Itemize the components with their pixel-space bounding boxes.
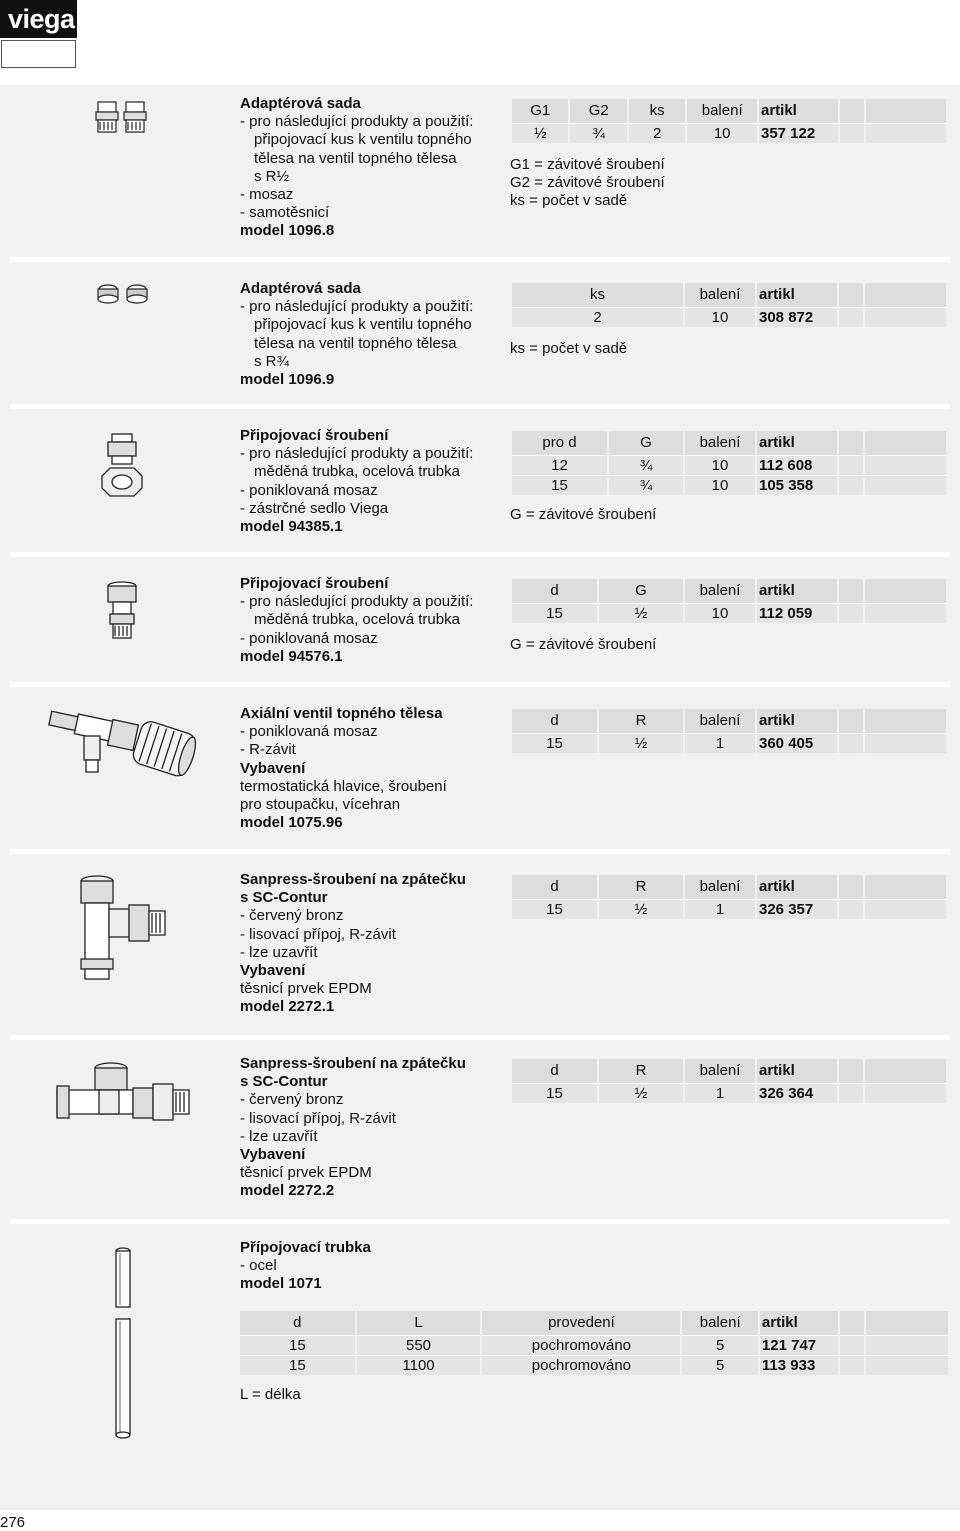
empty-cell xyxy=(865,431,946,455)
column-header: d xyxy=(512,875,597,899)
table-note: G2 = závitové šroubení xyxy=(510,174,665,192)
description-line: - poniklovaná mosaz xyxy=(240,723,378,741)
product-title: Axiální ventil topného tělesa xyxy=(240,705,443,722)
product-model: model 1096.9 xyxy=(240,371,335,389)
table-notes xyxy=(240,1386,301,1404)
table-cell: 15 xyxy=(512,733,597,753)
table-cell: 1 xyxy=(685,1083,755,1103)
product-title: Sanpress-šroubení na zpátečku xyxy=(240,1055,466,1072)
separator xyxy=(10,257,950,262)
empty-cell xyxy=(865,899,946,919)
article-number: 112 608 xyxy=(757,455,837,475)
column-header: balení xyxy=(685,579,755,603)
separator xyxy=(10,682,950,687)
column-header: artikl xyxy=(760,1311,838,1335)
column-header: artikl xyxy=(757,579,837,603)
equipment-line: těsnicí prvek EPDM xyxy=(240,1164,372,1182)
description-line: - poniklovaná mosaz xyxy=(240,481,378,499)
product-description xyxy=(240,1055,505,1201)
empty-cell xyxy=(865,603,946,623)
product-model: model 2272.2 xyxy=(240,1182,335,1200)
description-line: - lisovací přípoj, R-závit xyxy=(240,925,396,943)
column-header: d xyxy=(512,1059,597,1083)
table-cell: 10 xyxy=(687,123,757,143)
table-cell: pochromováno xyxy=(482,1355,680,1375)
empty-cell xyxy=(865,307,946,327)
column-header: d xyxy=(512,709,597,733)
table-cell: ½ xyxy=(599,733,683,753)
description-line: měděná trubka, ocelová trubka xyxy=(254,611,460,629)
empty-cell xyxy=(865,579,946,603)
column-header: balení xyxy=(685,709,755,733)
table-cell: ½ xyxy=(599,603,683,623)
column-header: ks xyxy=(512,283,683,307)
description-line: - mosaz xyxy=(240,186,294,204)
article-number: 113 933 xyxy=(760,1355,838,1375)
empty-cell xyxy=(866,123,946,143)
product-title: Připojovací šroubení xyxy=(240,575,389,592)
logo-box xyxy=(1,40,76,68)
column-header: artikl xyxy=(757,875,837,899)
column-header: G xyxy=(599,579,683,603)
column-header: pro d xyxy=(512,431,607,455)
empty-cell xyxy=(866,1355,948,1375)
empty-cell xyxy=(866,1311,948,1335)
compression-fitting-image xyxy=(104,580,140,647)
product-table xyxy=(510,1059,948,1103)
table-cell: pochromováno xyxy=(482,1335,680,1355)
description-line: - pro následující produkty a použití: xyxy=(240,298,474,316)
empty-cell xyxy=(865,709,946,733)
product-model: model 2272.1 xyxy=(240,998,335,1016)
separator xyxy=(10,849,950,854)
viega-logo: viega xyxy=(0,0,77,38)
product-title: Adaptérová sada xyxy=(240,280,361,297)
empty-cell xyxy=(839,455,863,475)
description-line: - poniklovaná mosaz xyxy=(240,629,378,647)
product-title: Sanpress-šroubení na zpátečku xyxy=(240,871,466,888)
table-note: G = závitové šroubení xyxy=(510,506,657,523)
article-number: 326 357 xyxy=(757,899,837,919)
product-model: model 1096.8 xyxy=(240,222,335,240)
product-description xyxy=(240,575,505,666)
column-header: balení xyxy=(682,1311,757,1335)
empty-cell xyxy=(839,431,863,455)
table-cell: 10 xyxy=(685,475,755,495)
table-notes xyxy=(510,506,656,524)
product-model: model 1071 xyxy=(240,1275,322,1293)
description-line: - pro následující produkty a použití: xyxy=(240,113,474,131)
description-line: - samotěsnicí xyxy=(240,204,330,222)
description-line: tělesa na ventil topného tělesa xyxy=(254,334,457,352)
table-cell: ¾ xyxy=(609,475,683,495)
empty-cell xyxy=(865,1059,946,1083)
axial-valve-image xyxy=(48,708,198,789)
empty-cell xyxy=(839,1059,863,1083)
table-cell: 15 xyxy=(240,1355,355,1375)
table-cell: ¾ xyxy=(609,455,683,475)
product-table xyxy=(238,1311,950,1375)
table-note: L = délka xyxy=(240,1386,301,1403)
column-header: R xyxy=(599,875,683,899)
table-note: ks = počet v sadě xyxy=(510,192,628,210)
table-note: ks = počet v sadě xyxy=(510,340,628,357)
table-cell: ½ xyxy=(599,899,683,919)
empty-cell xyxy=(865,455,946,475)
equipment-line: těsnicí prvek EPDM xyxy=(240,980,372,998)
article-number: 105 358 xyxy=(757,475,837,495)
empty-cell xyxy=(839,899,863,919)
description-line: připojovací kus k ventilu topného xyxy=(254,316,472,334)
empty-cell xyxy=(839,603,863,623)
description-line: - lisovací přípoj, R-závit xyxy=(240,1109,396,1127)
article-number: 112 059 xyxy=(757,603,837,623)
empty-cell xyxy=(865,733,946,753)
description-line: - zástrčné sedlo Viega xyxy=(240,499,389,517)
table-cell: 2 xyxy=(629,123,685,143)
empty-cell xyxy=(839,733,863,753)
table-cell: 10 xyxy=(685,307,755,327)
product-description xyxy=(240,871,505,1017)
table-note: G = závitové šroubení xyxy=(510,636,657,653)
description-line: tělesa na ventil topného tělesa xyxy=(254,149,457,167)
column-header: provedení xyxy=(482,1311,680,1335)
column-header: balení xyxy=(685,283,755,307)
equipment-heading: Vybavení xyxy=(240,1146,306,1164)
separator xyxy=(10,1219,950,1224)
description-line: s R¾ xyxy=(254,352,290,370)
empty-cell xyxy=(840,1335,864,1355)
table-cell: 12 xyxy=(512,455,607,475)
product-title: Připojovací šroubení xyxy=(240,427,389,444)
compression-fitting-image xyxy=(98,432,146,507)
table-cell: 550 xyxy=(357,1335,481,1355)
column-header: artikl xyxy=(757,1059,837,1083)
product-table xyxy=(510,875,948,919)
column-header: G xyxy=(609,431,683,455)
product-table xyxy=(510,99,948,143)
product-description xyxy=(240,705,505,832)
table-cell: 10 xyxy=(685,455,755,475)
table-cell: ½ xyxy=(599,1083,683,1103)
separator xyxy=(10,404,950,409)
empty-cell xyxy=(866,1335,948,1355)
column-header: G2 xyxy=(570,99,626,123)
empty-cell xyxy=(840,99,864,123)
equipment-line: termostatická hlavice, šroubení xyxy=(240,777,447,795)
table-cell: 1 xyxy=(685,733,755,753)
description-line: - červený bronz xyxy=(240,907,344,925)
adapter-set-image xyxy=(95,283,153,310)
column-header: artikl xyxy=(757,709,837,733)
product-title: Adaptérová sada xyxy=(240,95,361,112)
empty-cell xyxy=(839,307,863,327)
return-fitting-image xyxy=(72,873,172,988)
product-title-line2: s SC-Contur xyxy=(240,889,328,907)
product-model: model 94385.1 xyxy=(240,518,343,536)
description-line: měděná trubka, ocelová trubka xyxy=(254,463,460,481)
description-line: s R½ xyxy=(254,167,290,185)
separator xyxy=(10,552,950,557)
empty-cell xyxy=(840,123,864,143)
column-header: artikl xyxy=(759,99,838,123)
table-cell: 15 xyxy=(512,899,597,919)
column-header: d xyxy=(512,579,597,603)
description-line: - ocel xyxy=(240,1257,277,1275)
table-cell: 1100 xyxy=(357,1355,481,1375)
product-description xyxy=(240,427,505,536)
product-description xyxy=(240,1239,505,1294)
table-cell: 2 xyxy=(512,307,683,327)
product-table xyxy=(510,283,948,327)
table-cell: 15 xyxy=(512,1083,597,1103)
article-number: 308 872 xyxy=(757,307,837,327)
column-header: G1 xyxy=(512,99,568,123)
product-title: Přípojovací trubka xyxy=(240,1239,371,1256)
table-cell: 10 xyxy=(685,603,755,623)
separator xyxy=(10,1035,950,1040)
table-notes xyxy=(510,340,627,358)
equipment-line: pro stoupačku, vícehran xyxy=(240,796,401,814)
article-number: 360 405 xyxy=(757,733,837,753)
column-header: R xyxy=(599,1059,683,1083)
equipment-heading: Vybavení xyxy=(240,759,306,777)
description-line: - pro následující produkty a použití: xyxy=(240,593,474,611)
empty-cell xyxy=(866,99,946,123)
empty-cell xyxy=(840,1355,864,1375)
empty-cell xyxy=(865,283,946,307)
description-line: - R-závit xyxy=(240,741,296,759)
adapter-set-image xyxy=(92,100,152,141)
empty-cell xyxy=(865,1083,946,1103)
empty-cell xyxy=(839,475,863,495)
empty-cell xyxy=(865,875,946,899)
column-header: d xyxy=(240,1311,355,1335)
table-cell: 15 xyxy=(512,603,597,623)
product-model: model 94576.1 xyxy=(240,647,343,665)
empty-cell xyxy=(840,1311,864,1335)
product-title-line2: s SC-Contur xyxy=(240,1073,328,1091)
product-table xyxy=(510,579,948,623)
product-description xyxy=(240,95,505,241)
table-note: G1 = závitové šroubení xyxy=(510,156,665,173)
column-header: artikl xyxy=(757,431,837,455)
table-cell: ½ xyxy=(512,123,568,143)
table-cell: 15 xyxy=(240,1335,355,1355)
article-number: 326 364 xyxy=(757,1083,837,1103)
product-model: model 1075.96 xyxy=(240,814,343,832)
table-cell: 1 xyxy=(685,899,755,919)
column-header: balení xyxy=(685,1059,755,1083)
equipment-heading: Vybavení xyxy=(240,962,306,980)
table-cell: 5 xyxy=(682,1355,757,1375)
table-cell: ¾ xyxy=(570,123,626,143)
return-fitting-image xyxy=(55,1060,191,1141)
product-table xyxy=(510,709,948,753)
column-header: balení xyxy=(687,99,757,123)
empty-cell xyxy=(865,475,946,495)
description-line: - lze uzavřít xyxy=(240,943,318,961)
product-description xyxy=(240,280,505,389)
column-header: R xyxy=(599,709,683,733)
empty-cell xyxy=(839,579,863,603)
empty-cell xyxy=(839,283,863,307)
description-line: připojovací kus k ventilu topného xyxy=(254,131,472,149)
description-line: - pro následující produkty a použití: xyxy=(240,445,474,463)
column-header: balení xyxy=(685,431,755,455)
column-header: ks xyxy=(629,99,685,123)
column-header: L xyxy=(357,1311,481,1335)
table-cell: 5 xyxy=(682,1335,757,1355)
product-table xyxy=(510,431,948,495)
empty-cell xyxy=(839,875,863,899)
article-number: 121 747 xyxy=(760,1335,838,1355)
description-line: - lze uzavřít xyxy=(240,1127,318,1145)
column-header: artikl xyxy=(757,283,837,307)
empty-cell xyxy=(839,1083,863,1103)
description-line: - červený bronz xyxy=(240,1091,344,1109)
table-notes xyxy=(510,156,665,211)
table-cell: 15 xyxy=(512,475,607,495)
table-notes xyxy=(510,636,656,654)
page-number: 276 xyxy=(0,1514,26,1531)
connection-pipe-image xyxy=(112,1245,134,1450)
article-number: 357 122 xyxy=(759,123,838,143)
empty-cell xyxy=(839,709,863,733)
column-header: balení xyxy=(685,875,755,899)
